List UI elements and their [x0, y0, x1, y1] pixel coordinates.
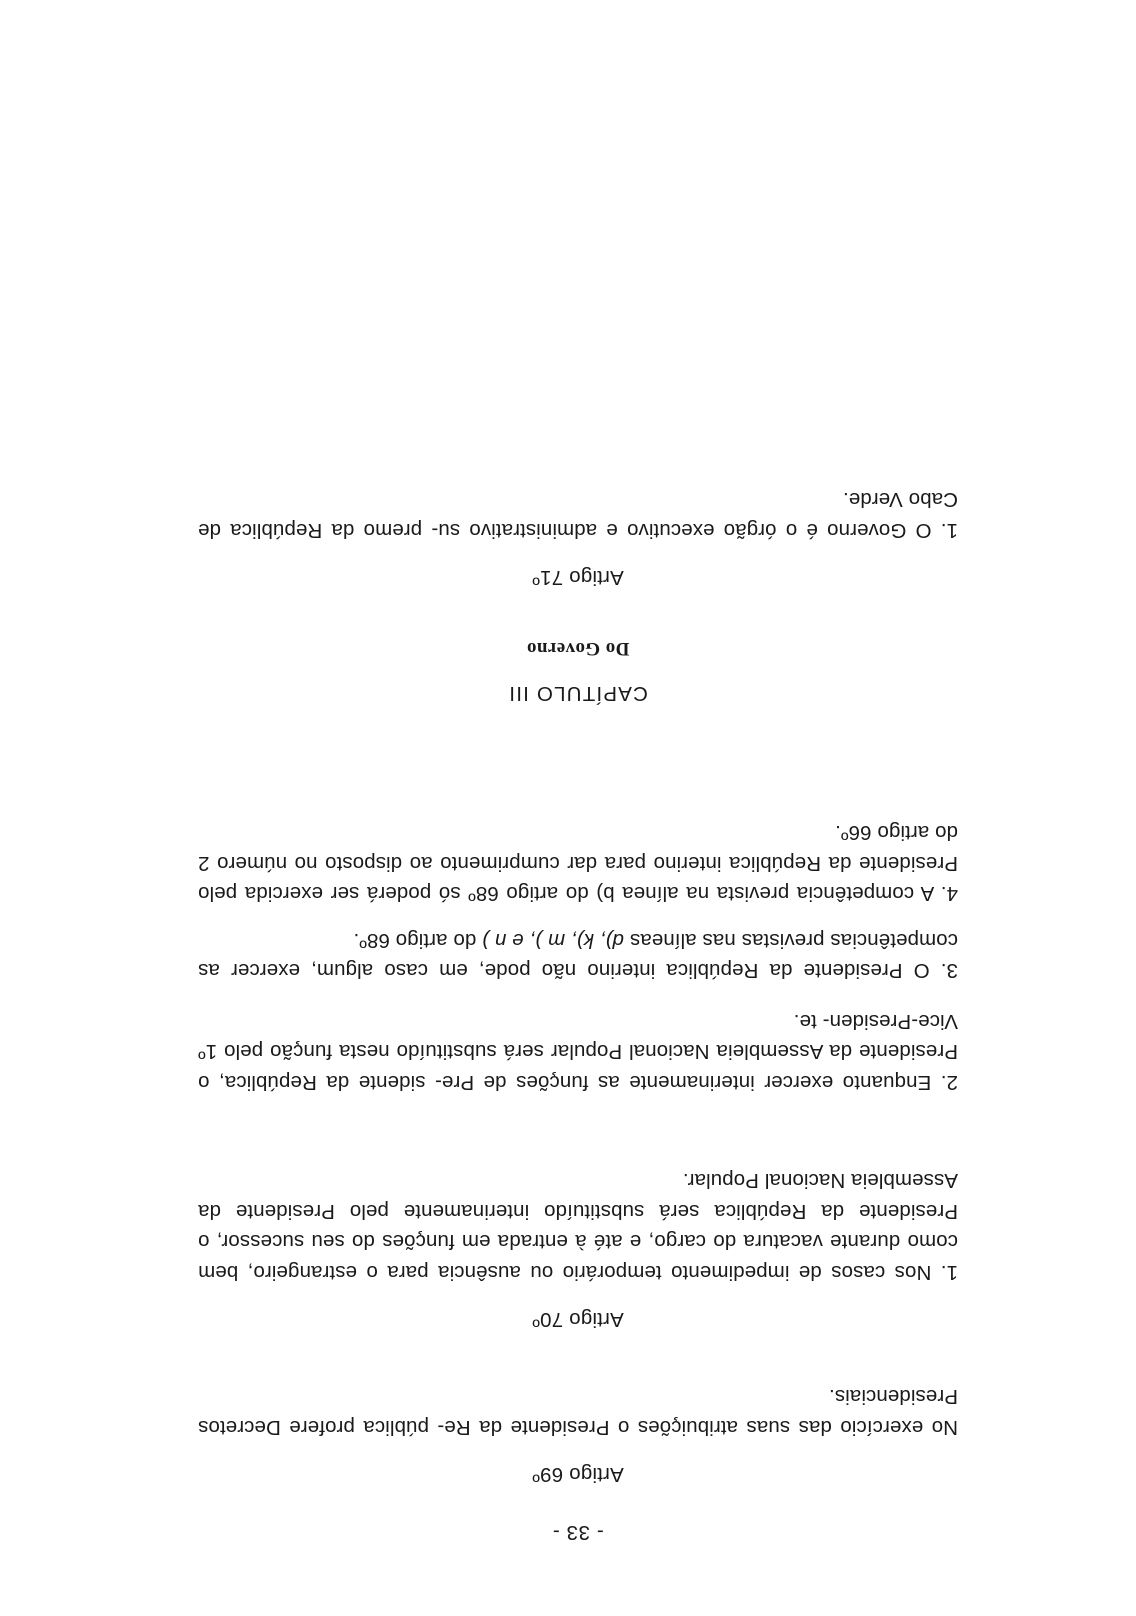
article-70-item-3-italic: d), k), m ), e n ): [482, 929, 625, 952]
chapter-iii-title: CAPÍTULO III: [508, 682, 648, 705]
article-71-item-1: 1. O Governo é o órgão executivo e administrativo su- premo da República de Cabo Verde.: [198, 488, 958, 542]
spacer: [198, 705, 958, 797]
article-70-item-3: [198, 925, 958, 986]
spacer: [198, 1097, 958, 1145]
page-content: [198, 464, 958, 1544]
chapter-iii-subtitle: Do Governo: [526, 638, 630, 659]
article-70-item-1: 1. Nos casos de impedimento temporário ou ausência para o estrangeiro, bem como durante vacatura do cargo, e até à entrada em funções do seu sucessor, o Presidente da República será substituído interinamente pelo Presidente da Assembleia Nacional Popular.: [198, 1169, 958, 1284]
article-71-heading: Artigo 71º: [532, 566, 624, 589]
article-69-heading: Artigo 69º: [532, 1463, 624, 1486]
page-number: - 33 -: [552, 1521, 604, 1544]
spacer: [198, 1331, 958, 1361]
article-70-item-3-text-1: 3. O Presidente da República interino não pode, em caso algum, exercer as competências previstas nas alíneas: [198, 929, 958, 983]
article-70-heading: Artigo 70º: [532, 1308, 624, 1331]
article-70-item-3-text-2: do artigo 68º.: [353, 929, 477, 952]
article-70-item-4: 4. A competência prevista na alínea b) do artigo 68º só poderá ser exercida pelo Presidente da República interino para dar cumprimento ao disposto no número 2 do artigo 66º.: [198, 821, 958, 906]
article-69-body: No exercício das suas atribuições o Presidente da Re- pública profere Decretos Presidenciais.: [198, 1385, 958, 1439]
article-70-item-2: 2. Enquanto exercer interinamente as funções de Pre- sidente da República, o Presidente da Assembleia Nacional Popular será substituído nesta função pelo 1º Vice-Presiden- te.: [198, 1010, 958, 1094]
spacer: [198, 589, 958, 637]
